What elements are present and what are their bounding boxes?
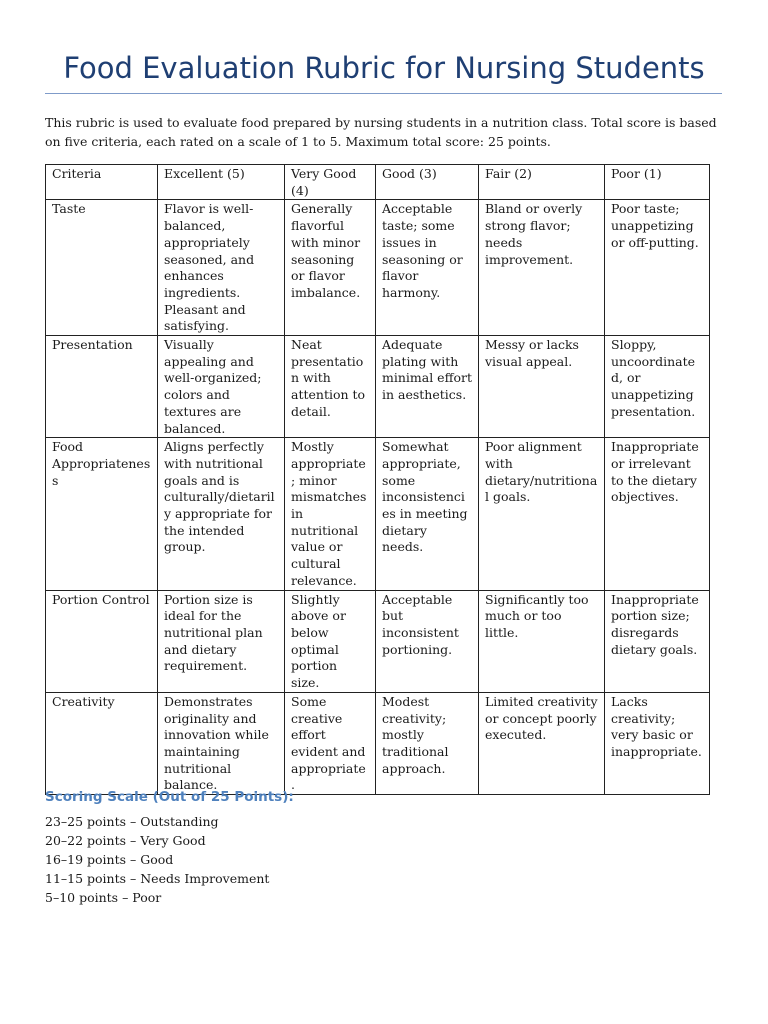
table-row (46, 692, 710, 794)
good-cell: Acceptable taste; some issues in seasoning or flavor harmony. (376, 200, 479, 336)
good-cell: Somewhat appropriate, some inconsistencies in meeting dietary needs. (376, 438, 479, 590)
header-poor: Poor (1) (605, 165, 710, 200)
very-good-cell: Neat presentation with attention to detail. (285, 336, 376, 438)
poor-cell: Inappropriate or irrelevant to the dietary objectives. (605, 438, 710, 590)
list-item: 11–15 points – Needs Improvement (45, 871, 270, 886)
title-divider (45, 93, 722, 94)
fair-cell: Bland or overly strong flavor; needs improvement. (479, 200, 605, 336)
header-excellent: Excellent (5) (158, 165, 285, 200)
intro-paragraph: This rubric is used to evaluate food prepared by nursing students in a nutrition class. Total score is based on five criteria, each rated on a scale of 1 to 5. Maximum total score: 25 points. (45, 115, 717, 149)
fair-cell: Significantly too much or too little. (479, 590, 605, 692)
rubric-table (45, 164, 710, 795)
criteria-cell: Portion Control (46, 590, 158, 692)
good-cell: Adequate plating with minimal effort in aesthetics. (376, 336, 479, 438)
header-fair: Fair (2) (479, 165, 605, 200)
excellent-cell: Portion size is ideal for the nutritional plan and dietary requirement. (158, 590, 285, 692)
very-good-cell: Some creative effort evident and appropriate. (285, 692, 376, 794)
very-good-cell: Mostly appropriate; minor mismatches in nutritional value or cultural relevance. (285, 438, 376, 590)
excellent-cell: Visually appealing and well-organized; colors and textures are balanced. (158, 336, 285, 438)
list-item: 23–25 points – Outstanding (45, 814, 219, 829)
list-item: 5–10 points – Poor (45, 890, 162, 905)
excellent-cell: Flavor is well-balanced, appropriately seasoned, and enhances ingredients. Pleasant and satisfying. (158, 200, 285, 336)
excellent-cell: Aligns perfectly with nutritional goals and is culturally/dietarily appropriate for the intended group. (158, 438, 285, 590)
table-row (46, 200, 710, 336)
scoring-scale-heading: Scoring Scale (Out of 25 Points): (45, 789, 294, 805)
criteria-cell: Presentation (46, 336, 158, 438)
criteria-cell: Taste (46, 200, 158, 336)
poor-cell: Poor taste; unappetizing or off-putting. (605, 200, 710, 336)
poor-cell: Lacks creativity; very basic or inappropriate. (605, 692, 710, 794)
header-good: Good (3) (376, 165, 479, 200)
list-item: 16–19 points – Good (45, 852, 174, 867)
criteria-cell: Creativity (46, 692, 158, 794)
page-title: Food Evaluation Rubric for Nursing Students (63, 51, 705, 85)
criteria-cell: Food Appropriateness (46, 438, 158, 590)
fair-cell: Limited creativity or concept poorly executed. (479, 692, 605, 794)
table-header-row (46, 165, 710, 200)
good-cell: Modest creativity; mostly traditional approach. (376, 692, 479, 794)
good-cell: Acceptable but inconsistent portioning. (376, 590, 479, 692)
header-very-good: Very Good (4) (285, 165, 376, 200)
fair-cell: Messy or lacks visual appeal. (479, 336, 605, 438)
poor-cell: Inappropriate portion size; disregards dietary goals. (605, 590, 710, 692)
excellent-cell: Demonstrates originality and innovation while maintaining nutritional balance. (158, 692, 285, 794)
table-row (46, 590, 710, 692)
list-item: 20–22 points – Very Good (45, 833, 206, 848)
very-good-cell: Generally flavorful with minor seasoning or flavor imbalance. (285, 200, 376, 336)
poor-cell: Sloppy, uncoordinated, or unappetizing presentation. (605, 336, 710, 438)
header-criteria: Criteria (46, 165, 158, 200)
fair-cell: Poor alignment with dietary/nutritional goals. (479, 438, 605, 590)
table-row (46, 336, 710, 438)
scoring-scale-list (45, 812, 269, 907)
very-good-cell: Slightly above or below optimal portion size. (285, 590, 376, 692)
table-row (46, 438, 710, 590)
